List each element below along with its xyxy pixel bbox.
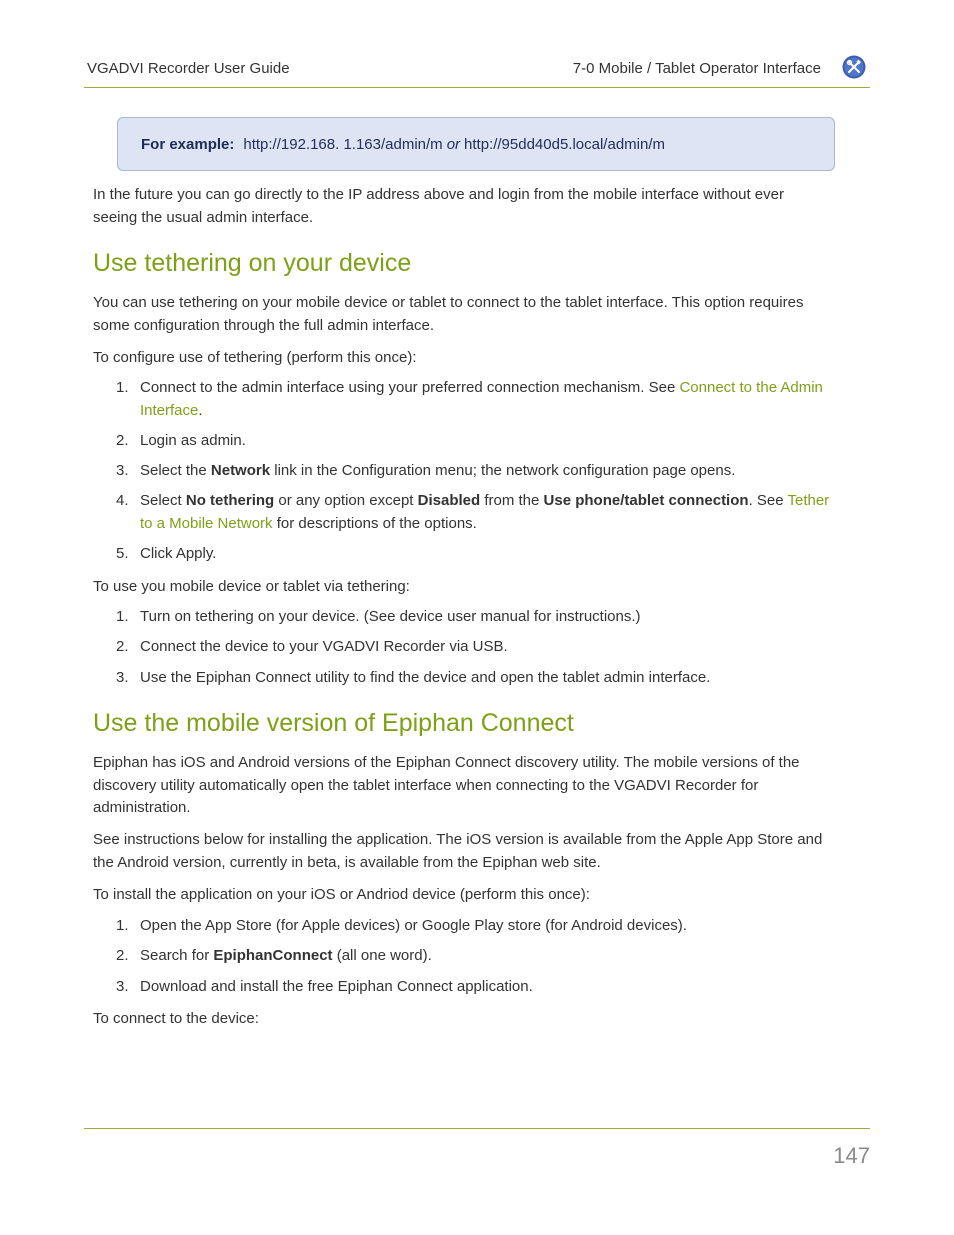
list-item: 2. Login as admin. xyxy=(116,432,246,449)
list-item: 1. Turn on tethering on your device. (See device user manual for instructions.) xyxy=(116,608,641,625)
tethering-paragraph: You can use tethering on your mobile device or tablet to connect to the tablet interface. This option requires some configuration through the full admin interface. xyxy=(93,294,804,334)
list-item: 1. Connect to the admin interface using your preferred connection mechanism. See Connect to the Admin Interface. xyxy=(116,379,823,419)
install-paragraph: See instructions below for installing the application. The iOS version is available from the Apple App Store and the Android version, currently in beta, is available from the Epiphan web site. xyxy=(93,831,823,871)
example-note xyxy=(117,117,835,171)
intro-paragraph: In the future you can go directly to the IP address above and login from the mobile interface without ever seeing the usual admin interface. xyxy=(93,186,784,226)
heading-epiphan-connect: Use the mobile version of Epiphan Connect xyxy=(93,709,574,737)
link-connect-admin[interactable]: Connect to the Admin xyxy=(679,379,823,396)
install-intro: To install the application on your iOS or Andriod device (perform this once): xyxy=(93,886,590,903)
list-item: 2. Search for EpiphanConnect (all one word). xyxy=(116,947,432,964)
heading-tethering: Use tethering on your device xyxy=(93,249,412,277)
list-item: 1. Open the App Store (for Apple devices) or Google Play store (for Android devices). xyxy=(116,917,687,934)
list-item: 3. Download and install the free Epiphan Connect application. xyxy=(116,978,533,995)
list-item: 3. Select the Network link in the Configuration menu; the network configuration page opens. xyxy=(116,462,736,479)
connect-intro: To connect to the device: xyxy=(93,1010,259,1027)
note-or: or xyxy=(446,135,461,153)
example-url-local: http://95dd40d5.local/admin/m xyxy=(464,135,665,153)
link-tether[interactable]: Tether xyxy=(787,492,830,509)
header-rule xyxy=(84,87,870,88)
link-connect-admin-cont[interactable]: Interface xyxy=(140,401,199,419)
footer-rule xyxy=(84,1128,870,1129)
list-item: 2. Connect the device to your VGADVI Recorder via USB. xyxy=(116,638,508,655)
link-tether-cont[interactable]: to a Mobile Network xyxy=(140,514,273,532)
chapter-title: 7-0 Mobile / Tablet Operator Interface xyxy=(572,60,821,77)
note-label: For example: xyxy=(141,135,235,153)
page-number: 147 xyxy=(833,1143,870,1168)
tethering-use-intro: To use you mobile device or tablet via tethering: xyxy=(93,578,410,595)
document-title: VGADVI Recorder User Guide xyxy=(87,60,290,77)
epiphan-paragraph: Epiphan has iOS and Android versions of the Epiphan Connect discovery utility. The mobile versions of the discovery utility automatically open the tablet interface when connecting to the VGADVI Recorder for administration. xyxy=(93,754,800,816)
tools-icon xyxy=(842,55,866,79)
list-item: 5. Click Apply. xyxy=(116,545,217,562)
example-url-ip: http://192.168. 1.163/admin/m xyxy=(243,135,443,153)
configure-intro: To configure use of tethering (perform this once): xyxy=(93,349,417,366)
list-item: 3. Use the Epiphan Connect utility to find the device and open the tablet admin interface. xyxy=(116,669,711,686)
list-item: 4. Select No tethering or any option except Disabled from the Use phone/tablet connection. See Tether to a Mobile Network for descriptions of the options. xyxy=(116,492,830,532)
